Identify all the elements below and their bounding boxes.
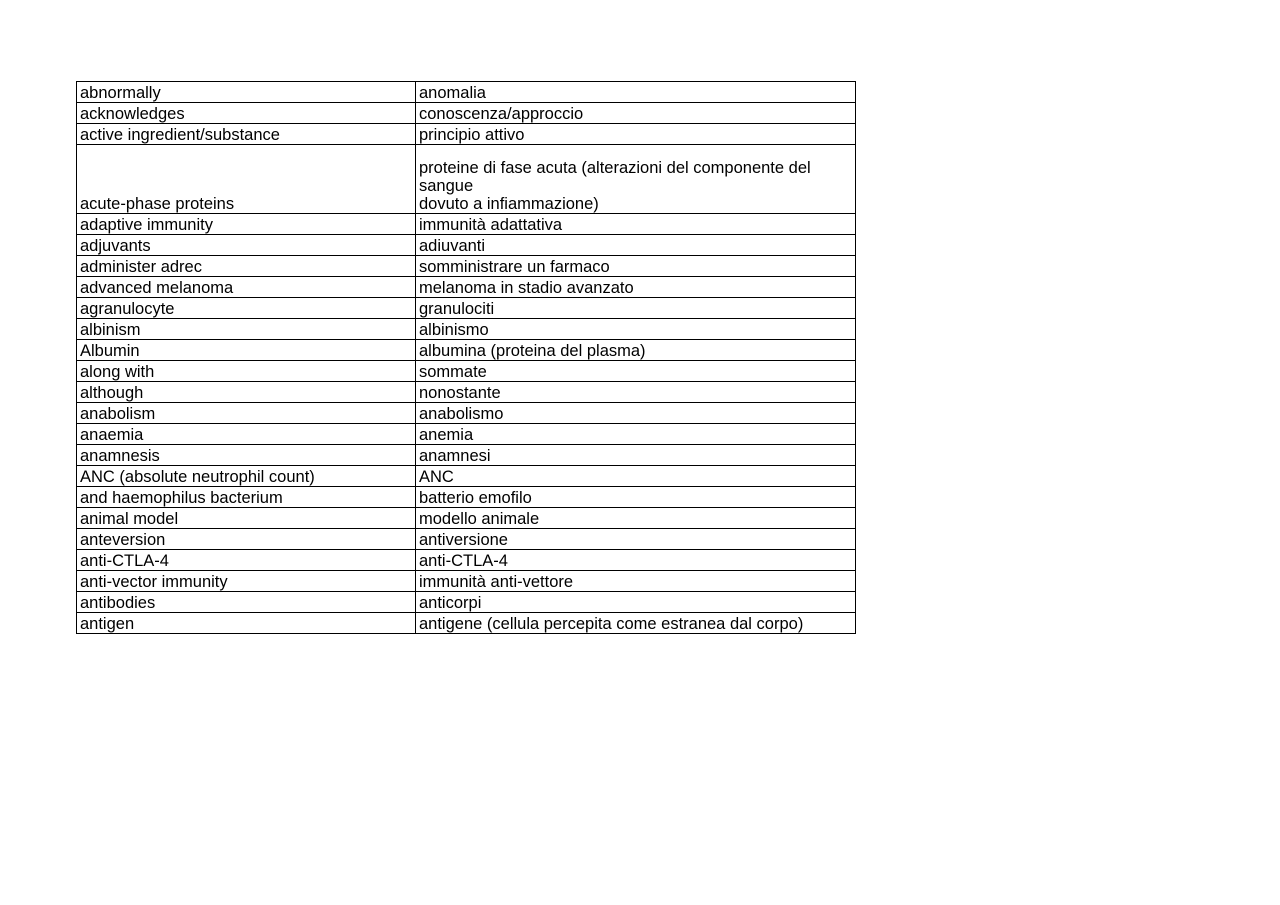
term-english: anti-vector immunity bbox=[77, 571, 416, 592]
term-english: administer adrec bbox=[77, 256, 416, 277]
term-english: adaptive immunity bbox=[77, 214, 416, 235]
table-row bbox=[77, 613, 856, 634]
term-english: antibodies bbox=[77, 592, 416, 613]
term-italian: albinismo bbox=[416, 319, 856, 340]
table-row bbox=[77, 145, 856, 214]
term-italian: nonostante bbox=[416, 382, 856, 403]
term-english: albinism bbox=[77, 319, 416, 340]
term-italian: ANC bbox=[416, 466, 856, 487]
term-english: animal model bbox=[77, 508, 416, 529]
term-english: active ingredient/substance bbox=[77, 124, 416, 145]
table-row bbox=[77, 466, 856, 487]
table-row bbox=[77, 550, 856, 571]
term-english: anabolism bbox=[77, 403, 416, 424]
table-row bbox=[77, 235, 856, 256]
glossary-table bbox=[76, 81, 856, 634]
table-row bbox=[77, 103, 856, 124]
table-row bbox=[77, 508, 856, 529]
table-row bbox=[77, 82, 856, 103]
term-english: and haemophilus bacterium bbox=[77, 487, 416, 508]
table-row bbox=[77, 361, 856, 382]
term-italian: immunità adattativa bbox=[416, 214, 856, 235]
term-english: agranulocyte bbox=[77, 298, 416, 319]
table-row bbox=[77, 487, 856, 508]
term-italian: anomalia bbox=[416, 82, 856, 103]
term-italian: melanoma in stadio avanzato bbox=[416, 277, 856, 298]
table-row bbox=[77, 214, 856, 235]
table-row bbox=[77, 124, 856, 145]
term-italian: anticorpi bbox=[416, 592, 856, 613]
term-italian: granulociti bbox=[416, 298, 856, 319]
term-english: although bbox=[77, 382, 416, 403]
term-italian: antiversione bbox=[416, 529, 856, 550]
term-italian: proteine di fase acuta (alterazioni del componente del sangue dovuto a infiammazione) bbox=[416, 145, 856, 214]
table-row bbox=[77, 340, 856, 361]
term-english: anaemia bbox=[77, 424, 416, 445]
term-italian: immunità anti-vettore bbox=[416, 571, 856, 592]
term-italian: batterio emofilo bbox=[416, 487, 856, 508]
term-italian: modello animale bbox=[416, 508, 856, 529]
term-italian: somministrare un farmaco bbox=[416, 256, 856, 277]
table-row bbox=[77, 424, 856, 445]
term-italian: principio attivo bbox=[416, 124, 856, 145]
term-english: acknowledges bbox=[77, 103, 416, 124]
term-italian: conoscenza/approccio bbox=[416, 103, 856, 124]
term-english: acute-phase proteins bbox=[77, 145, 416, 214]
table-row bbox=[77, 529, 856, 550]
term-italian: adiuvanti bbox=[416, 235, 856, 256]
table-row bbox=[77, 571, 856, 592]
term-italian: anamnesi bbox=[416, 445, 856, 466]
table-row bbox=[77, 319, 856, 340]
table-row bbox=[77, 403, 856, 424]
term-italian: sommate bbox=[416, 361, 856, 382]
term-english: Albumin bbox=[77, 340, 416, 361]
table-row bbox=[77, 298, 856, 319]
term-english: advanced melanoma bbox=[77, 277, 416, 298]
term-english: anteversion bbox=[77, 529, 416, 550]
term-english: ANC (absolute neutrophil count) bbox=[77, 466, 416, 487]
table-row bbox=[77, 382, 856, 403]
term-english: adjuvants bbox=[77, 235, 416, 256]
table-row bbox=[77, 592, 856, 613]
term-italian: albumina (proteina del plasma) bbox=[416, 340, 856, 361]
term-italian: anabolismo bbox=[416, 403, 856, 424]
term-italian: antigene (cellula percepita come estranea dal corpo) bbox=[416, 613, 856, 634]
term-italian: anemia bbox=[416, 424, 856, 445]
term-english: abnormally bbox=[77, 82, 416, 103]
term-english: anamnesis bbox=[77, 445, 416, 466]
term-english: anti-CTLA-4 bbox=[77, 550, 416, 571]
term-english: antigen bbox=[77, 613, 416, 634]
table-row bbox=[77, 445, 856, 466]
table-row bbox=[77, 277, 856, 298]
term-english: along with bbox=[77, 361, 416, 382]
table-row bbox=[77, 256, 856, 277]
term-italian: anti-CTLA-4 bbox=[416, 550, 856, 571]
